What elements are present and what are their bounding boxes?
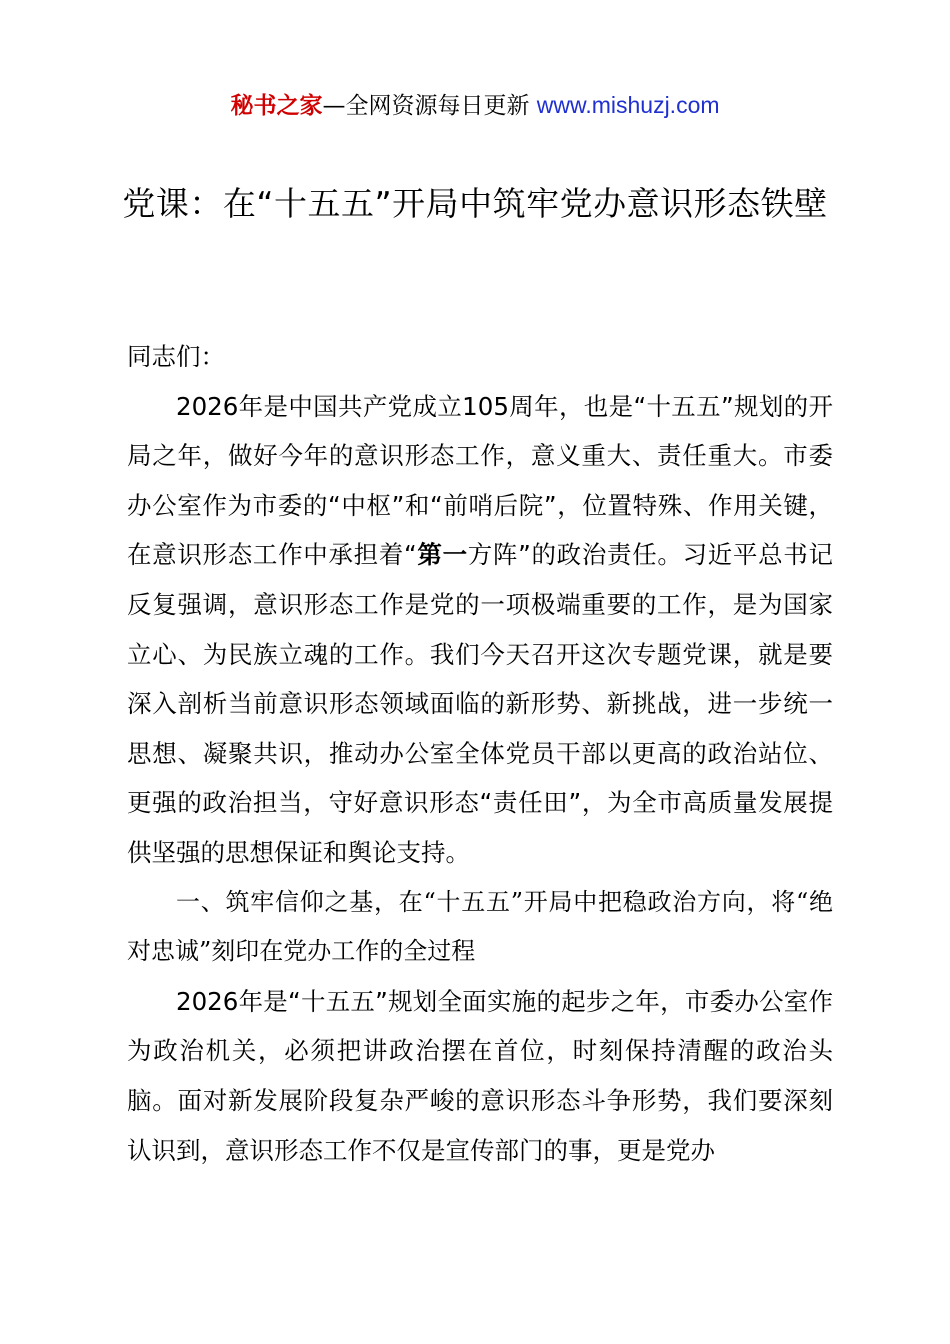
- paragraph-intro-bold: 第一: [416, 540, 468, 570]
- document-title: 党课：在“十五五”开局中筑牢党办意识形态铁壁: [122, 184, 828, 223]
- paragraph-section-1: 2026年是“十五五”规划全面实施的起步之年，市委办公室作为政治机关，必须把讲政治摆在首位，时刻保持清醒的政治头脑。面对新发展阶段复杂严峻的意识形态斗争形势，我们要深刻认识到，意识形态工作不仅是宣传部门的事，更是党办: [127, 986, 833, 1165]
- paragraph-intro-part-1: 2026年是中国共产党成立105周年，也是“十五五”规划的开局之年，做好今年的意识形态工作，意义重大、责任重大。市委办公室作为市委的“中枢”和“前哨后院”，位置特殊、作用关键，在意识形态工作中承担着“: [127, 391, 833, 570]
- salutation: 同志们：: [127, 342, 225, 371]
- header-tagline: —全网资源每日更新: [322, 93, 537, 119]
- paragraph-intro: [127, 382, 833, 878]
- paragraph-intro-part-2: 方阵”的政治责任。习近平总书记反复强调，意识形态工作是党的一项极端重要的工作，是为国家立心、为民族立魂的工作。我们今天召开这次专题党课，就是要深入剖析当前意识形态领域面临的新形势、新挑战，进一步统一思想、凝聚共识，推动办公室全体党员干部以更高的政治站位、更强的政治担当，守好意识形态“责任田”，为全市高质量发展提供坚强的思想保证和舆论支持。: [127, 540, 833, 867]
- site-header: [0, 88, 950, 123]
- site-url-link[interactable]: www.mishuzj.com: [536, 92, 720, 118]
- brand-name: 秘书之家: [230, 93, 323, 119]
- section-heading-1: 一、筑牢信仰之基，在“十五五”开局中把稳政治方向，将“绝对忠诚”刻印在党办工作的全过程: [127, 887, 833, 966]
- document-body: [127, 332, 833, 1175]
